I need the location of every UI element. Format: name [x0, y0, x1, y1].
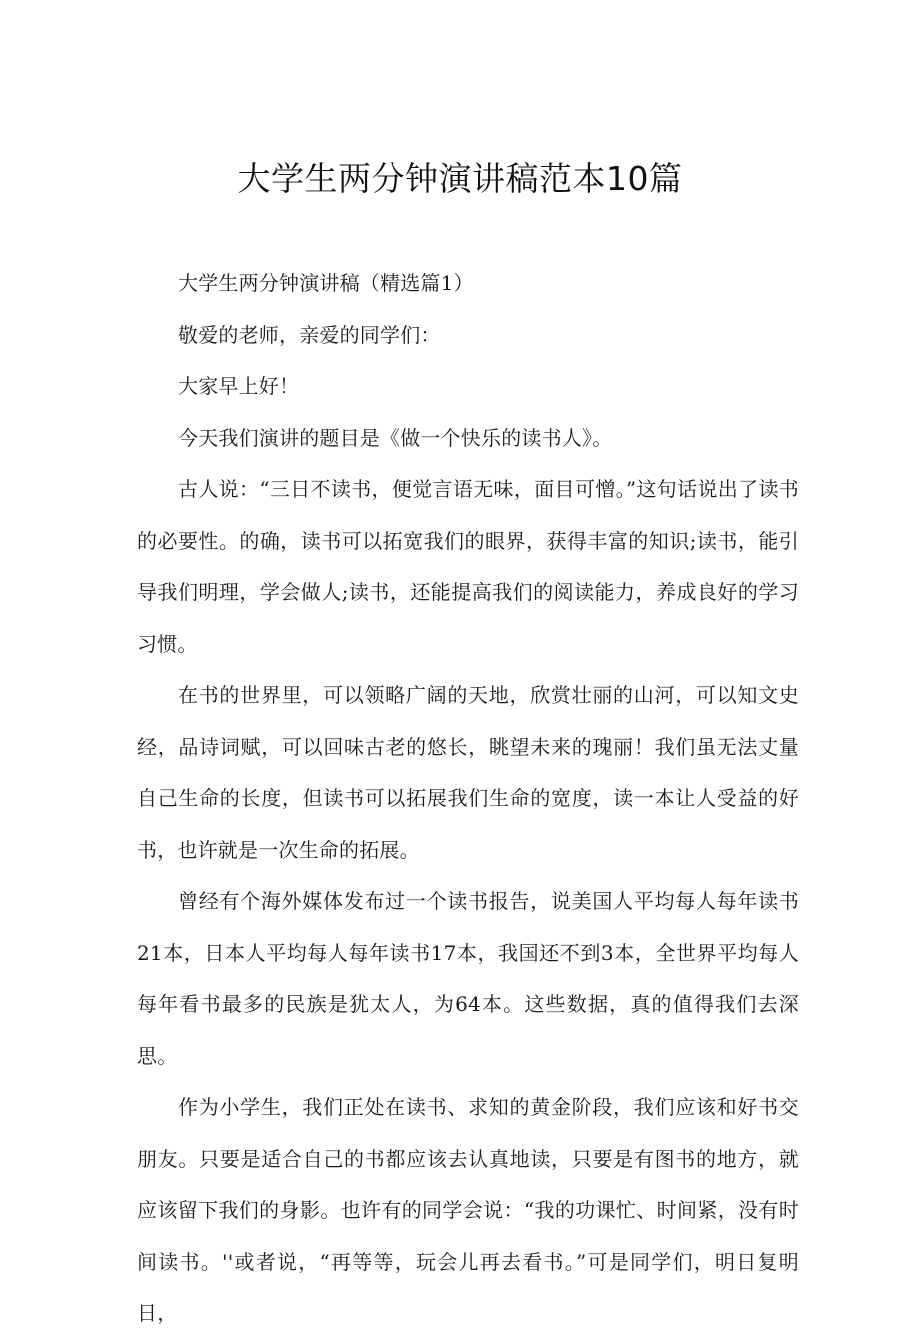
body-paragraph: 在书的世界里，可以领略广阔的天地，欣赏壮丽的山河，可以知文史经，品诗词赋，可以回味古老的悠长，眺望未来的瑰丽！我们虽无法丈量自己生命的长度，但读书可以拓展我们生命的宽度，读一本让人受益的好书，也许就是一次生命的拓展。: [137, 683, 799, 862]
document-title: 大学生两分钟演讲稿范本10篇: [237, 159, 683, 198]
greeting: 大家早上好！: [178, 374, 300, 398]
speech-topic: 今天我们演讲的题目是《做一个快乐的读书人》。: [178, 425, 613, 450]
document-body: [137, 258, 799, 1340]
body-paragraph: 作为小学生，我们正处在读书、求知的黄金阶段，我们应该和好书交朋友。只要是适合自己的书都应该去认真地读，只要是有图书的地方，就应该留下我们的身影。也许有的同学会说：“我的功课忙、时间紧，没有时间读书。''或者说，“再等等，玩会儿再去看书。”可是同学们，明日复明日，: [137, 1095, 799, 1325]
salutation: 敬爱的老师，亲爱的同学们：: [178, 322, 441, 347]
body-paragraph: 古人说：“三日不读书，便觉言语无味，面目可憎。”这句话说出了读书的必要性。的确，读书可以拓宽我们的眼界，获得丰富的知识;读书，能引导我们明理，学会做人;读书，还能提高我们的阅读能力，养成良好的学习习惯。: [137, 477, 799, 656]
body-paragraph: 曾经有个海外媒体发布过一个读书报告，说美国人平均每人每年读书21本，日本人平均每人每年读书17本，我国还不到3本，全世界平均每人每年看书最多的民族是犹太人，为64本。这些数据，真的值得我们去深思。: [137, 889, 799, 1068]
section-heading: 大学生两分钟演讲稿（精选篇1）: [178, 271, 474, 295]
